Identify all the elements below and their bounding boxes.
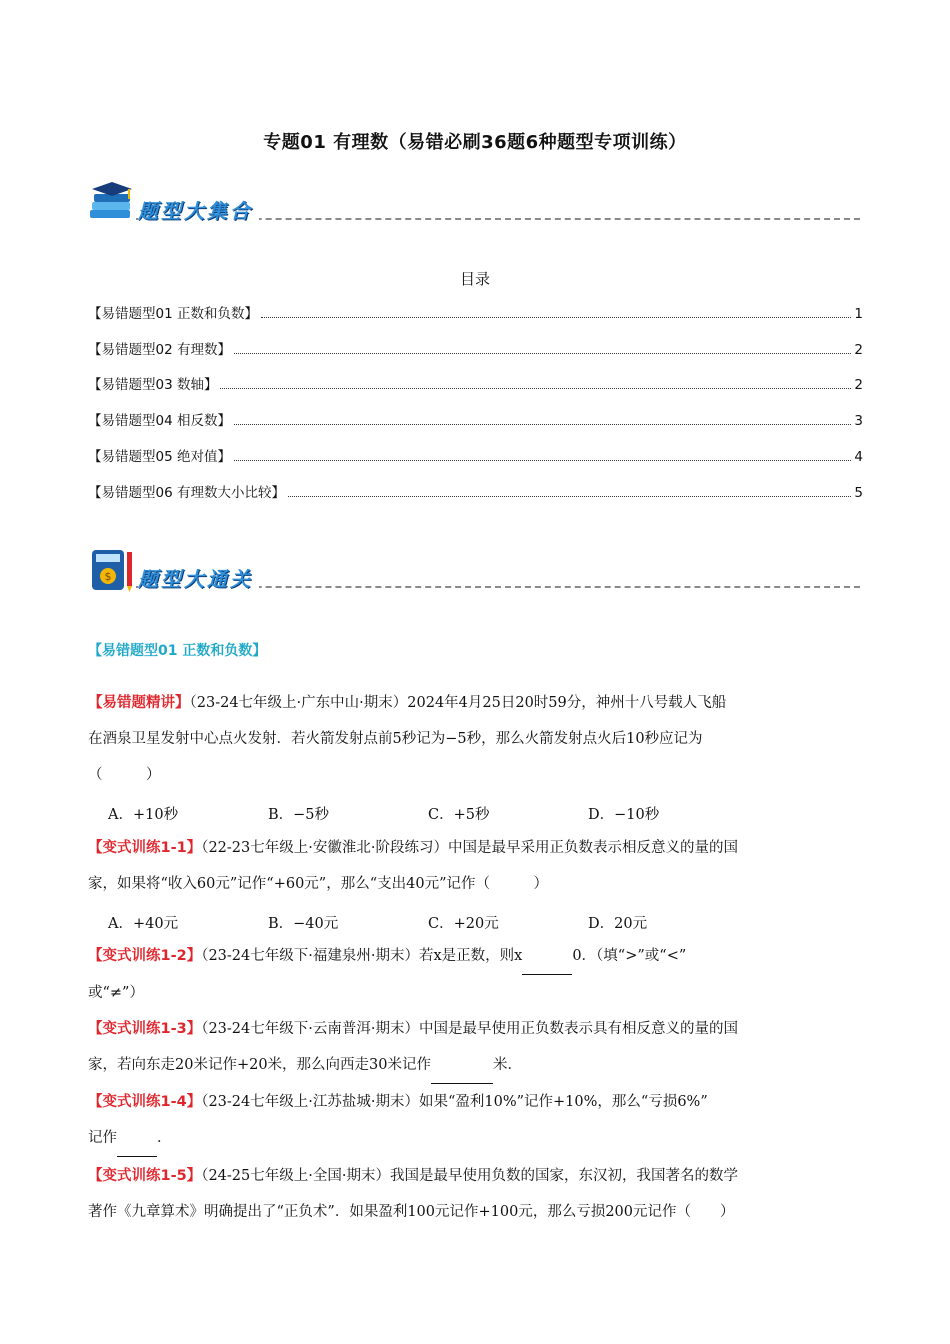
- question-text: （23-24七年级下·云南普洱·期末）中国是最早使用正负数表示具有相反意义的量的国: [201, 1021, 738, 1037]
- section-heading: 【易错题型01 正数和负数】: [88, 643, 267, 659]
- question-tag: 【变式训练1-1】: [88, 840, 202, 856]
- toc-item-page: 4: [854, 449, 863, 465]
- section-banner-practice: [88, 548, 860, 596]
- question-tag: 【变式训练1-4】: [88, 1094, 202, 1110]
- question-text: （23-24七年级下·福建泉州·期末）若x是正数，则x: [201, 948, 523, 964]
- section-banner-collection: [88, 180, 860, 228]
- question-text: 在酒泉卫星发射中心点火发射．若火箭发射点前5秒记为−5秒，那么火箭发射点火后10秒应记为: [88, 731, 703, 747]
- toc-item-label: 【易错题型02 有理数】: [88, 342, 231, 358]
- option-b[interactable]: B．−40元: [268, 916, 339, 932]
- svg-text:$: $: [104, 570, 112, 583]
- question-text: 家，如果将“收入60元”记作“+60元”，那么“支出40元”记作（ ）: [88, 876, 548, 892]
- option-d[interactable]: D．−10秒: [588, 807, 660, 823]
- toc-leader: [234, 353, 851, 354]
- toc-item[interactable]: [88, 338, 863, 358]
- answer-blank[interactable]: [522, 938, 572, 975]
- question-tag: 【变式训练1-5】: [88, 1168, 202, 1184]
- question-tag: 【变式训练1-2】: [88, 948, 202, 964]
- toc-title: 目录: [459, 270, 490, 288]
- toc-item-page: 2: [854, 377, 863, 393]
- toc-item[interactable]: [88, 481, 863, 501]
- question-1-2: [88, 938, 863, 1011]
- question-example: [88, 685, 863, 793]
- question-text: 记作: [88, 1130, 117, 1146]
- option-a[interactable]: A．+10秒: [108, 807, 179, 823]
- question-text: （23-24七年级上·江苏盐城·期末）如果“盈利10%”记作+10%，那么“亏损6%”: [201, 1094, 708, 1110]
- option-c[interactable]: C．+5秒: [428, 807, 490, 823]
- option-d[interactable]: D．20元: [588, 916, 648, 932]
- question-text: （22-23七年级上·安徽淮北·阶段练习）中国是最早采用正负数表示相反意义的量的国: [201, 840, 738, 856]
- question-text: （24-25七年级上·全国·期末）我国是最早使用负数的国家，东汉初，我国著名的数学: [201, 1168, 738, 1184]
- option-list: [108, 803, 748, 824]
- toc-item-page: 1: [854, 306, 863, 322]
- toc-leader: [234, 424, 851, 425]
- question-1-4: [88, 1084, 863, 1157]
- toc-item-label: 【易错题型06 有理数大小比较】: [88, 485, 285, 501]
- books-graduation-cap-icon: [88, 180, 136, 226]
- toc-item-label: 【易错题型04 相反数】: [88, 413, 231, 429]
- toc-item-label: 【易错题型01 正数和负数】: [88, 306, 258, 322]
- calculator-icon: [90, 548, 136, 594]
- banner-title: 题型大通关: [138, 563, 259, 592]
- question-text: 家，若向东走20米记作+20米，那么向西走30米记作: [88, 1057, 431, 1073]
- option-b[interactable]: B．−5秒: [268, 807, 330, 823]
- toc-leader: [261, 317, 851, 318]
- answer-bracket: （ ）: [88, 767, 161, 783]
- option-c[interactable]: C．+20元: [428, 916, 499, 932]
- toc-item-page: 2: [854, 342, 863, 358]
- question-tag: 【变式训练1-3】: [88, 1021, 202, 1037]
- toc-item[interactable]: [88, 302, 863, 322]
- question-text: 0．（填“>”或“<”: [572, 948, 687, 964]
- question-text: 或“≠”）: [88, 985, 144, 1001]
- question-1-3: [88, 1011, 863, 1084]
- toc-leader: [234, 460, 851, 461]
- toc-item-label: 【易错题型05 绝对值】: [88, 449, 231, 465]
- toc-leader: [220, 388, 851, 389]
- option-list: [108, 912, 748, 933]
- toc-item[interactable]: [88, 445, 863, 465]
- document-title: 专题01 有理数（易错必刷36题6种题型专项训练）: [263, 132, 687, 153]
- toc-item-label: 【易错题型03 数轴】: [88, 377, 218, 393]
- toc-item-page: 5: [854, 485, 863, 501]
- question-text: （23-24七年级上·广东中山·期末）2024年4月25日20时59分，神州十八号载人飞船: [189, 695, 727, 711]
- banner-title: 题型大集合: [138, 195, 259, 224]
- question-1-5: [88, 1158, 863, 1230]
- question-1-1: [88, 830, 863, 902]
- question-text: 著作《九章算术》明确提出了“正负术”．如果盈利100元记作+100元，那么亏损200元记作（ ）: [88, 1204, 735, 1220]
- answer-blank[interactable]: [117, 1120, 157, 1157]
- answer-blank[interactable]: [431, 1047, 493, 1084]
- option-a[interactable]: A．+40元: [108, 916, 179, 932]
- toc-leader: [288, 496, 851, 497]
- question-tag: 【易错题精讲】: [88, 695, 190, 711]
- question-text: 米．: [493, 1057, 522, 1073]
- toc-item-page: 3: [854, 413, 863, 429]
- toc-item[interactable]: [88, 409, 863, 429]
- toc-item[interactable]: [88, 373, 863, 393]
- question-text: ．: [157, 1130, 172, 1146]
